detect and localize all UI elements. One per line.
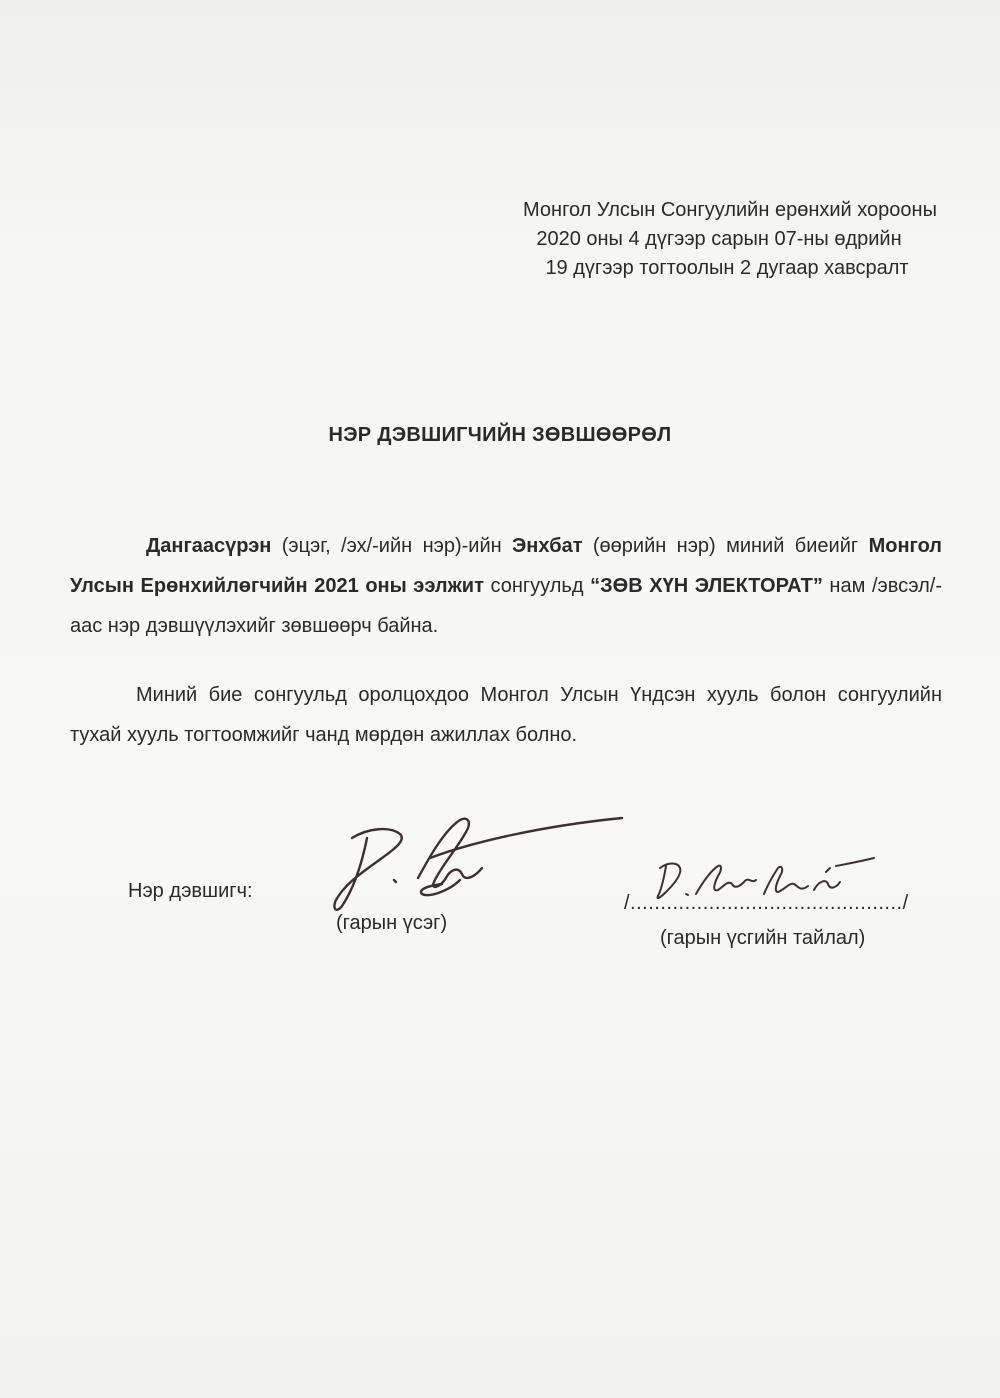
election-name: Монгол Улсын Ерөнхийлөгчийн 2021 оны ээлжит — [70, 535, 943, 597]
header-line-2: 2020 оны 4 дүгээр сарын 07-ны өдрийн — [536, 228, 902, 250]
consent-paragraph — [70, 526, 942, 646]
document-title: НЭР ДЭВШИГЧИЙН ЗӨВШӨӨРӨЛ — [328, 424, 672, 446]
appendix-header — [440, 196, 970, 283]
header-line-3: 19 дүгээр тогтоолын 2 дугаар хавсралт — [545, 257, 909, 279]
para1-text-1: (эцэг, /эх/-ийн нэр)-ийн — [271, 535, 513, 557]
party-name: “ЗӨВ ХҮН ЭЛЕКТОРАТ” — [590, 575, 823, 597]
para1-text-4: нам /эвсэл/-аас нэр дэвшүүлэхийг зөвшөөрч байна. — [70, 575, 942, 637]
para1-text-3: сонгуульд — [483, 575, 591, 597]
candidate-signature — [322, 808, 642, 918]
signature-caption: (гарын үсэг) — [336, 912, 448, 934]
commitment-paragraph: Миний бие сонгуульд оролцохдоо Монгол Улсын Үндсэн хууль болон сонгуулийн тухай хууль тогтоомжийг чанд мөрдөн ажиллах болно. — [70, 684, 942, 746]
header-line-1: Монгол Улсын Сонгуулийн ерөнхий хорооны — [523, 199, 937, 221]
name-caption: (гарын үсгийн тайлал) — [660, 927, 866, 949]
father-name: Дангаасүрэн — [146, 535, 272, 557]
para1-text-2: (өөрийн нэр) миний биеийг — [582, 535, 869, 557]
candidate-label: Нэр дэвшигч: — [128, 880, 253, 902]
own-name: Энхбат — [512, 535, 583, 557]
name-signature-line: /............................................./ — [624, 892, 909, 914]
